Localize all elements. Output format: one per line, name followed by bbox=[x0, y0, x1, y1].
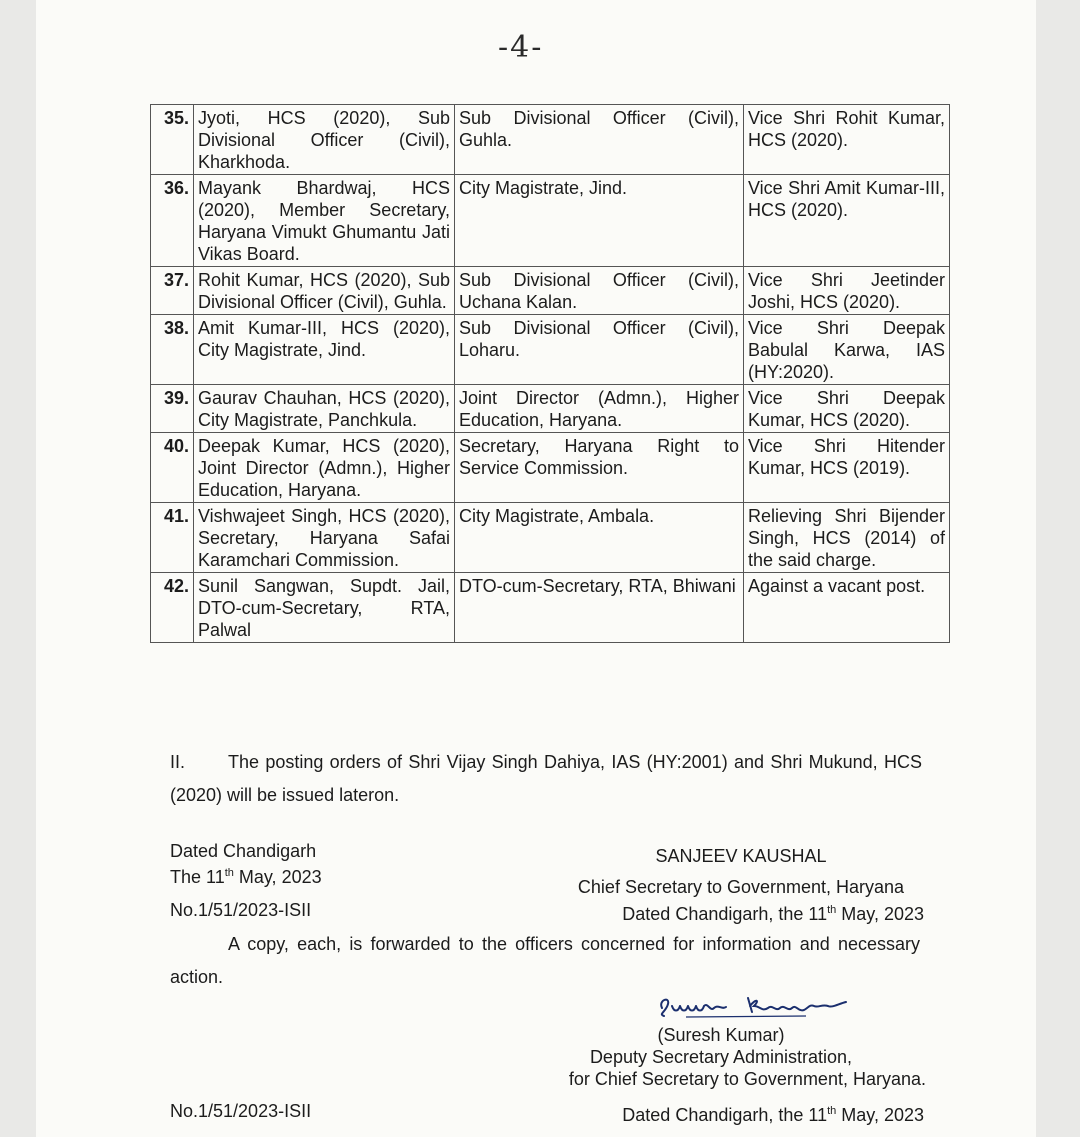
officer-name-cell: Mayank Bhardwaj, HCS (2020), Member Secretary, Haryana Vimukt Ghumantu Jati Vikas Board. bbox=[194, 175, 455, 267]
officer-name-cell: Vishwajeet Singh, HCS (2020), Secretary, Haryana Safai Karamchari Commission. bbox=[194, 503, 455, 573]
new-posting-cell: Joint Director (Admn.), Higher Education, Haryana. bbox=[455, 385, 744, 433]
serial-number: 42. bbox=[151, 573, 194, 643]
table-row bbox=[151, 315, 950, 385]
deputy-for: for Chief Secretary to Government, Haryana. bbox=[568, 1069, 926, 1089]
paragraph-number: II. bbox=[170, 752, 186, 772]
deputy-title: Deputy Secretary Administration, bbox=[589, 1047, 853, 1067]
new-posting-cell: City Magistrate, Jind. bbox=[455, 175, 744, 267]
signatory-title: Chief Secretary to Government, Haryana bbox=[577, 877, 905, 897]
new-posting-cell: Sub Divisional Officer (Civil), Loharu. bbox=[455, 315, 744, 385]
new-posting-cell: DTO-cum-Secretary, RTA, Bhiwani bbox=[455, 573, 744, 643]
page-number: -4- bbox=[498, 30, 544, 65]
remarks-cell: Vice Shri Hitender Kumar, HCS (2019). bbox=[744, 433, 950, 503]
serial-number: 36. bbox=[151, 175, 194, 267]
new-posting-cell: Secretary, Haryana Right to Service Commission. bbox=[455, 433, 744, 503]
officer-name-cell: Jyoti, HCS (2020), Sub Divisional Officer (Civil), Kharkhoda. bbox=[194, 105, 455, 175]
officer-name-cell: Gaurav Chauhan, HCS (2020), City Magistrate, Panchkula. bbox=[194, 385, 455, 433]
table-row bbox=[151, 105, 950, 175]
officer-name-cell: Deepak Kumar, HCS (2020), Joint Director (Admn.), Higher Education, Haryana. bbox=[194, 433, 455, 503]
remarks-cell: Against a vacant post. bbox=[744, 573, 950, 643]
serial-number: 40. bbox=[151, 433, 194, 503]
dated-date: The 11th May, 2023 bbox=[170, 867, 322, 887]
table-row bbox=[151, 267, 950, 315]
remarks-cell: Vice Shri Rohit Kumar, HCS (2020). bbox=[744, 105, 950, 175]
serial-number: 38. bbox=[151, 315, 194, 385]
officer-name-cell: Sunil Sangwan, Supdt. Jail, DTO-cum-Secretary, RTA, Palwal bbox=[194, 573, 455, 643]
officer-name-cell: Rohit Kumar, HCS (2020), Sub Divisional Officer (Civil), Guhla. bbox=[194, 267, 455, 315]
new-posting-cell: Sub Divisional Officer (Civil), Guhla. bbox=[455, 105, 744, 175]
new-posting-cell: City Magistrate, Ambala. bbox=[455, 503, 744, 573]
officer-name-cell: Amit Kumar-III, HCS (2020), City Magistrate, Jind. bbox=[194, 315, 455, 385]
deputy-name: (Suresh Kumar) bbox=[657, 1025, 785, 1045]
serial-number: 37. bbox=[151, 267, 194, 315]
remarks-cell: Relieving Shri Bijender Singh, HCS (2014) of the said charge. bbox=[744, 503, 950, 573]
remarks-cell: Vice Shri Jeetinder Joshi, HCS (2020). bbox=[744, 267, 950, 315]
serial-number: 41. bbox=[151, 503, 194, 573]
document-page bbox=[36, 0, 1036, 1137]
remarks-cell: Vice Shri Deepak Kumar, HCS (2020). bbox=[744, 385, 950, 433]
table-row bbox=[151, 503, 950, 573]
paragraph-ii bbox=[170, 746, 922, 812]
handwritten-signature bbox=[656, 990, 856, 1025]
table-row bbox=[151, 433, 950, 503]
endorsement-date: Dated Chandigarh, the 11th May, 2023 bbox=[622, 904, 924, 924]
dated-place: Dated Chandigarh bbox=[170, 841, 317, 861]
signatory-block bbox=[556, 845, 926, 898]
table-row bbox=[151, 385, 950, 433]
table-row bbox=[151, 573, 950, 643]
posting-orders-table bbox=[150, 104, 950, 643]
remarks-cell: Vice Shri Deepak Babulal Karwa, IAS (HY:2020). bbox=[744, 315, 950, 385]
signatory-name: SANJEEV KAUSHAL bbox=[655, 846, 827, 866]
paragraph-text: The posting orders of Shri Vijay Singh Dahiya, IAS (HY:2001) and Shri Mukund, HCS (2020) will be issued lateron. bbox=[170, 752, 922, 805]
new-posting-cell: Sub Divisional Officer (Civil), Uchana Kalan. bbox=[455, 267, 744, 315]
serial-number: 39. bbox=[151, 385, 194, 433]
order-date-block bbox=[170, 840, 322, 888]
endorsement-number: No.1/51/2023-ISII bbox=[170, 900, 312, 920]
serial-number: 35. bbox=[151, 105, 194, 175]
remarks-cell: Vice Shri Amit Kumar-III, HCS (2020). bbox=[744, 175, 950, 267]
copy-forward-text: A copy, each, is forwarded to the officers concerned for information and necessary action. bbox=[170, 934, 920, 987]
deputy-block bbox=[516, 1024, 926, 1090]
endorsement-2-number: No.1/51/2023-ISII bbox=[170, 1101, 312, 1121]
table-row bbox=[151, 175, 950, 267]
endorsement-2-date: Dated Chandigarh, the 11th May, 2023 bbox=[622, 1105, 924, 1125]
